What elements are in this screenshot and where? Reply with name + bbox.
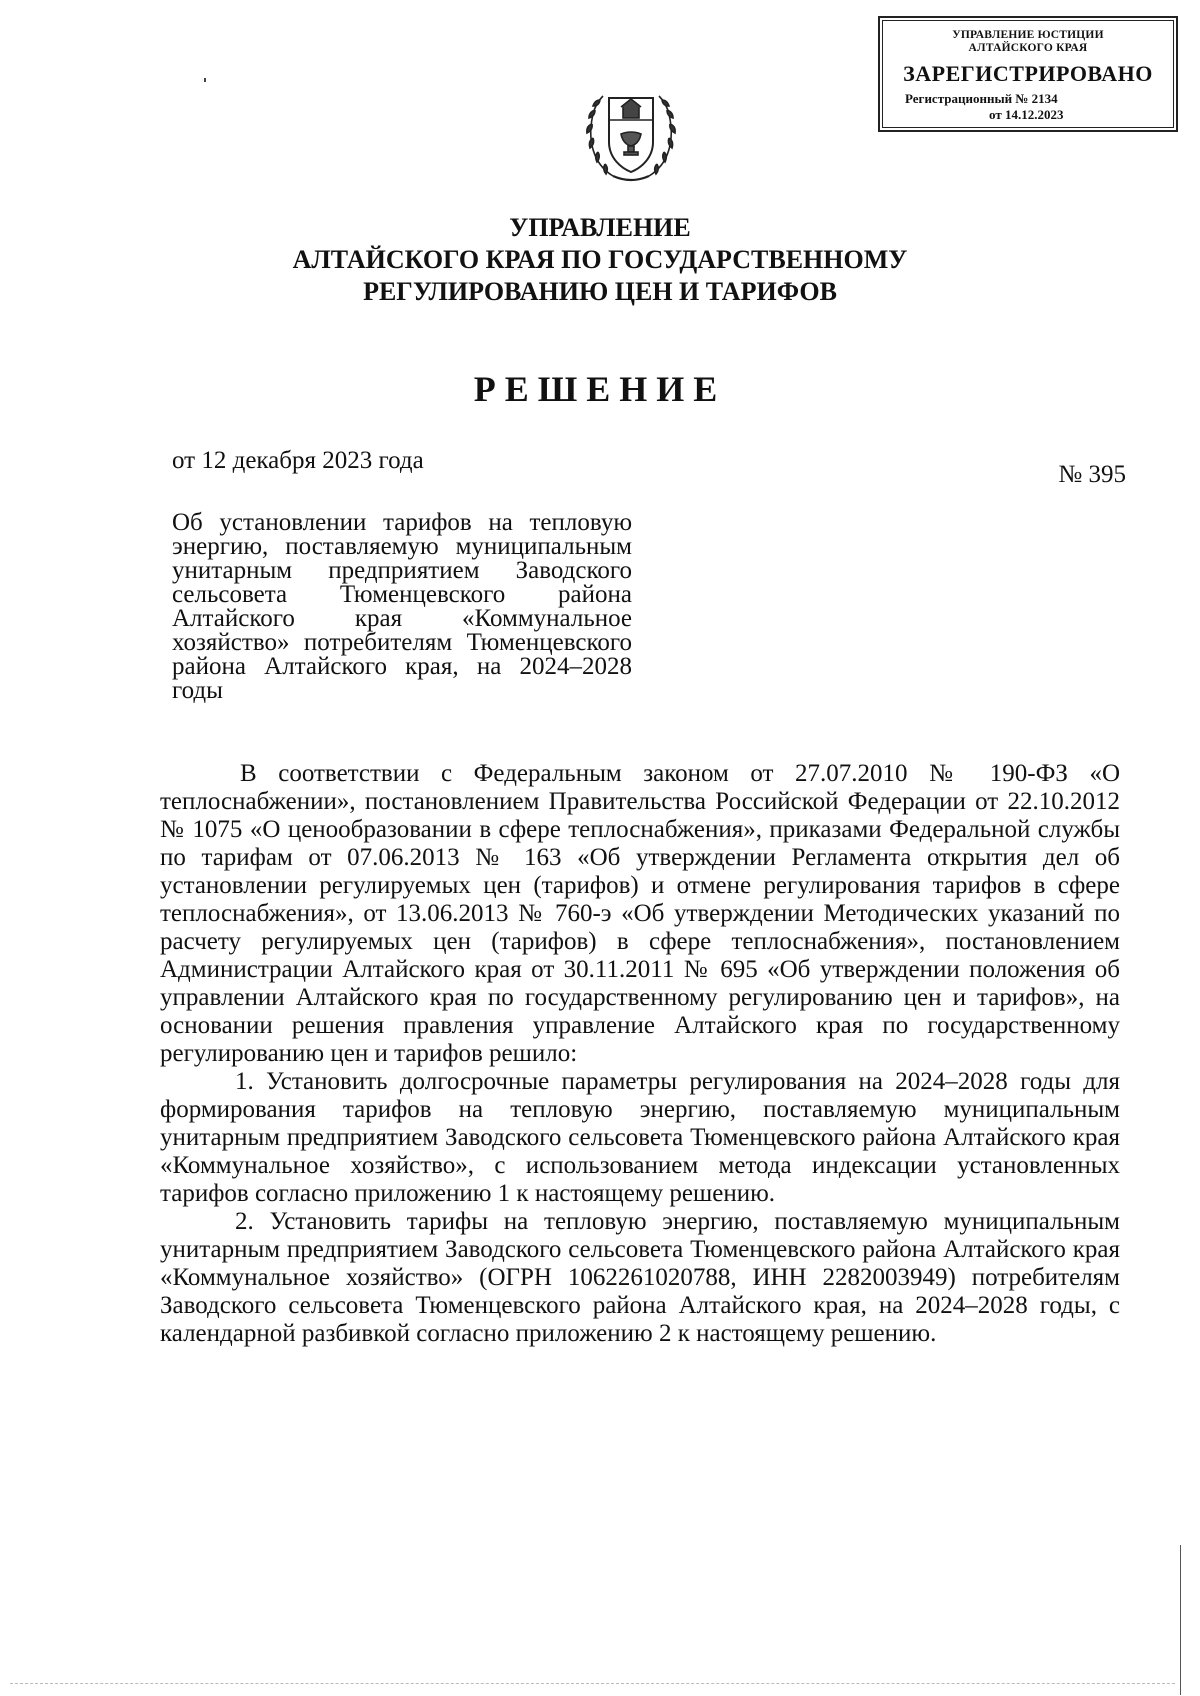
body-item-1: 1. Установить долгосрочные параметры регулирования на 2024–2028 годы для формирования тарифов на тепловую энергию, поставляемую муниципальным унитарным предприятием Заводского сельсовета Тюменцевского района Алтайского края «Коммунальное хозяйство», с использованием метода индексации установленных тарифов согласно приложению 1 к настоящему решению. [160,1068,1120,1207]
stamp-org-line-1: УПРАВЛЕНИЕ ЮСТИЦИИ [952,29,1104,41]
document-subject: Об установлении тарифов на тепловую энергию, поставляемую муниципальным унитарным предприятием Заводского сельсовета Тюменцевского района Алтайского края «Коммунальное хозяйство» потребителям Тюменцевского района Алтайского края, на 2024–2028 годы [172,509,632,704]
stamp-org-line-2: АЛТАЙСКОГО КРАЯ [968,42,1088,54]
document-number: № 395 [1058,461,1126,488]
document-body [160,760,1120,1348]
body-item-2: 2. Установить тарифы на тепловую энергию, поставляемую муниципальным унитарным предприятием Заводского сельсовета Тюменцевского района Алтайского края «Коммунальное хозяйство» (ОГРН 1062261020788, ИНН 2282003949) потребителям Заводского сельсовета Тюменцевского района Алтайского края, на 2024–2028 годы, с календарной разбивкой согласно приложению 2 к настоящему решению. [160,1208,1120,1347]
stamp-organization [883,29,1173,55]
scan-edge-line [1180,1545,1181,1695]
body-preamble: В соответствии с Федеральным законом от 27.07.2010 № 190-ФЗ «О теплоснабжении», постановлением Правительства Российской Федерации от 22.10.2012 № 1075 «О ценообразовании в сфере теплоснабжения», приказами Федеральной службы по тарифам от 07.06.2013 № 163 «Об утверждении Регламента открытия дел об установлении регулируемых цен (тарифов) и отмене регулирования тарифов в сфере теплоснабжения», от 13.06.2013 № 760-э «Об утверждении Методических указаний по расчету регулируемых цен (тарифов) в сфере теплоснабжения», постановлением Администрации Алтайского края от 30.11.2011 № 695 «Об утверждении положения об управлении Алтайского края по государственному регулированию цен и тарифов», на основании решения правления управление Алтайского края по государственному регулированию цен и тарифов решило: [160,760,1120,1067]
scan-artifact [204,78,206,82]
stamp-reg-date: от 14.12.2023 [989,107,1064,122]
org-heading-line-3: РЕГУЛИРОВАНИЮ ЦЕН И ТАРИФОВ [363,277,837,306]
stamp-inner-border [882,20,1174,128]
registration-stamp [878,16,1178,132]
coat-of-arms-emblem [583,80,679,184]
org-heading-line-2: АЛТАЙСКОГО КРАЯ ПО ГОСУДАРСТВЕННОМУ [292,245,908,274]
org-heading-line-1: УПРАВЛЕНИЕ [509,213,691,242]
scan-bottom-line [10,1683,1175,1684]
stamp-registration-info [883,91,1173,123]
stamp-reg-number: Регистрационный № 2134 [905,91,1058,106]
stamp-title: ЗАРЕГИСТРИРОВАНО [903,61,1153,86]
organization-heading [200,212,1000,308]
document-date: от 12 декабря 2023 года [172,447,424,474]
document-type-title: РЕШЕНИЕ [473,369,727,409]
